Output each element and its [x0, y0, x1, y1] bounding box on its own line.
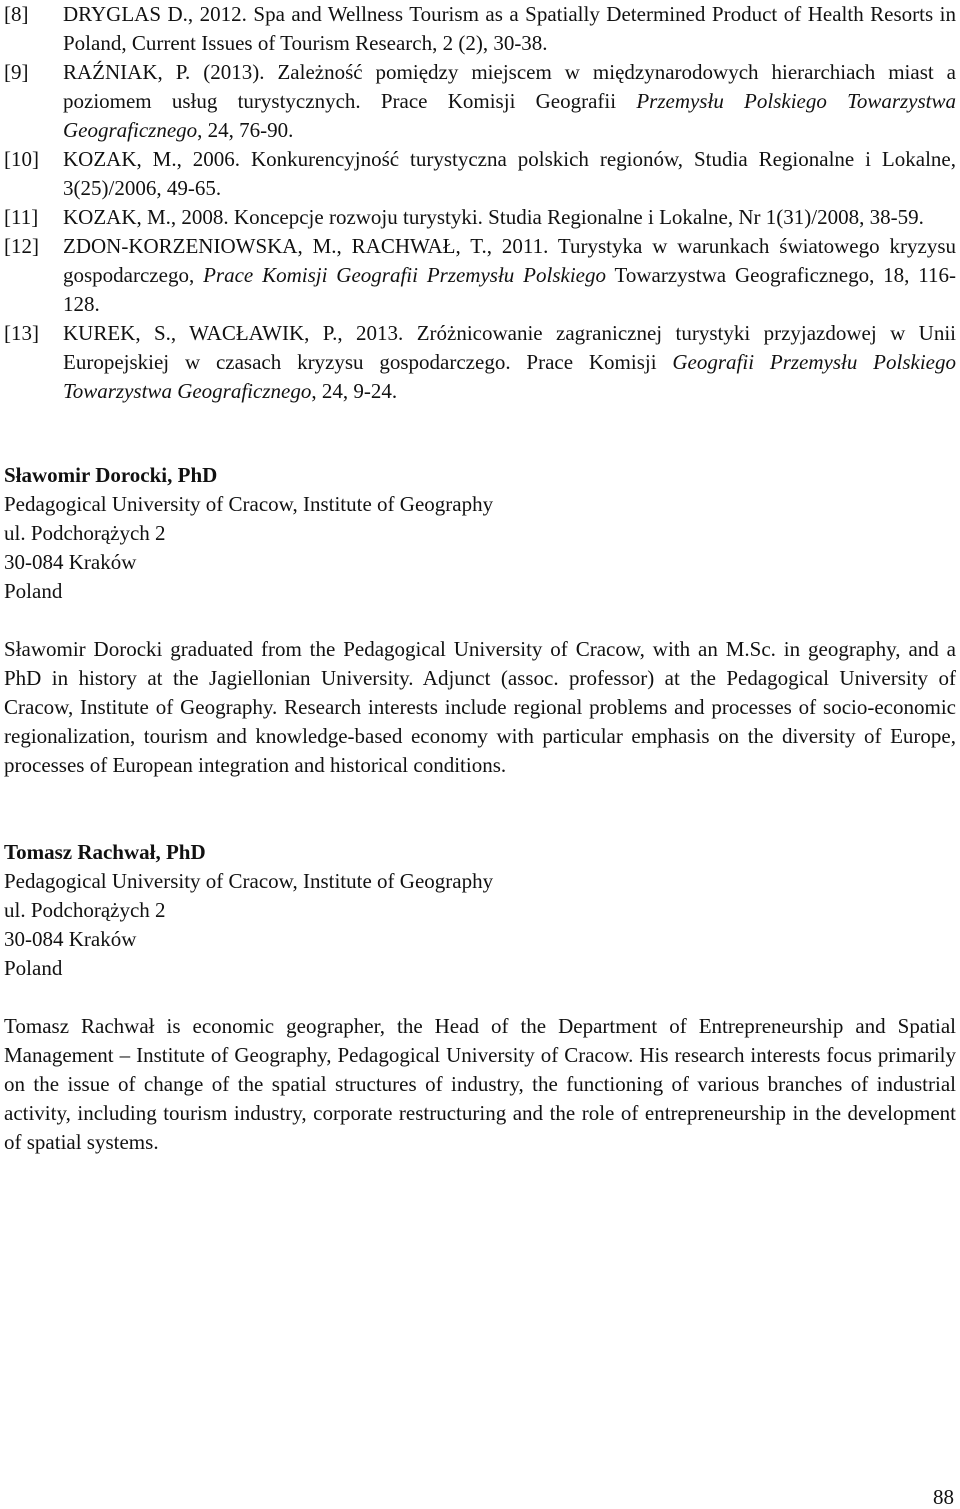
- author-block: [4, 838, 956, 1157]
- author-affiliation: Pedagogical University of Cracow, Institute of Geography: [4, 869, 494, 893]
- page-number: 88: [933, 1485, 954, 1509]
- reference-item: [4, 232, 956, 319]
- reference-journal: Przemysłu Polskiego Towarzystwa Geograficznego: [63, 89, 957, 142]
- author-bio: Sławomir Dorocki graduated from the Pedagogical University of Cracow, with an M.Sc. in geography, and a PhD in history at the Jagiellonian University. Adjunct (assoc. professor) at the Pedagogical University of Cracow, Institute of Geography. Research interests include regional problems and processes of socio-economic regionalization, tourism and knowledge-based economy with particular emphasis on the diversity of Europe, processes of European integration and historical conditions.: [4, 637, 956, 777]
- reference-text: ZDON-KORZENIOWSKA, M., RACHWAŁ, T., 2011. Turystyka w warunkach światowego kryzysu gospodarczego, Prace Komisji Geografii Przemysłu Polskiego Towarzystwa Geograficznego, 18, 116-128.: [63, 234, 957, 316]
- reference-text: RAŹNIAK, P. (2013). Zależność pomiędzy miejscem w międzynarodowych hierarchiach miast a poziomem usług turystycznych. Prace Komisji Geografii Przemysłu Polskiego Towarzystwa Geograficznego, 24, 76-90.: [63, 60, 957, 142]
- reference-item: [4, 58, 956, 145]
- reference-journal: Prace Komisji Geografii Przemysłu Polskiego: [203, 263, 606, 287]
- reference-item: [4, 145, 956, 203]
- reference-number: [12]: [4, 234, 39, 258]
- author-bio: Tomasz Rachwał is economic geographer, the Head of the Department of Entrepreneurship and Spatial Management – Institute of Geography, Pedagogical University of Cracow. His research interests focus primarily on the issue of change of the spatial structures of industry, the functioning of various branches of industrial activity, including tourism industry, corporate restructuring and the role of entrepreneurship in the development of spatial systems.: [4, 1014, 956, 1154]
- author-street: ul. Podchorążych 2: [4, 521, 166, 545]
- reference-text: KOZAK, M., 2008. Koncepcje rozwoju turystyki. Studia Regionalne i Lokalne, Nr 1(31)/2008, 38-59.: [63, 205, 924, 229]
- reference-list: [4, 0, 956, 406]
- author-city: 30-084 Kraków: [4, 550, 137, 574]
- reference-number: [8]: [4, 2, 29, 26]
- author-affiliation: Pedagogical University of Cracow, Institute of Geography: [4, 492, 494, 516]
- author-block: [4, 461, 956, 780]
- reference-item: [4, 0, 956, 58]
- author-country: Poland: [4, 956, 63, 980]
- author-city: 30-084 Kraków: [4, 927, 137, 951]
- reference-number: [10]: [4, 147, 39, 171]
- reference-journal: Geografii Przemysłu Polskiego Towarzystwa Geograficznego: [63, 350, 956, 403]
- author-name: Sławomir Dorocki, PhD: [4, 463, 218, 487]
- reference-number: [13]: [4, 321, 39, 345]
- reference-number: [11]: [4, 205, 39, 229]
- author-country: Poland: [4, 579, 63, 603]
- reference-item: [4, 319, 956, 406]
- reference-text: KOZAK, M., 2006. Konkurencyjność turystyczna polskich regionów, Studia Regionalne i Lokalne, 3(25)/2006, 49-65.: [63, 147, 956, 200]
- author-name: Tomasz Rachwał, PhD: [4, 840, 206, 864]
- reference-text: DRYGLAS D., 2012. Spa and Wellness Tourism as a Spatially Determined Product of Health Resorts in Poland, Current Issues of Tourism Research, 2 (2), 30-38.: [63, 2, 956, 55]
- reference-number: [9]: [4, 60, 29, 84]
- reference-text: KUREK, S., WACŁAWIK, P., 2013. Zróżnicowanie zagranicznej turystyki przyjazdowej w Unii Europejskiej w czasach kryzysu gospodarczego. Prace Komisji Geografii Przemysłu Polskiego Towarzystwa Geograficznego, 24, 9-24.: [63, 321, 956, 403]
- author-street: ul. Podchorążych 2: [4, 898, 166, 922]
- reference-item: [4, 203, 956, 232]
